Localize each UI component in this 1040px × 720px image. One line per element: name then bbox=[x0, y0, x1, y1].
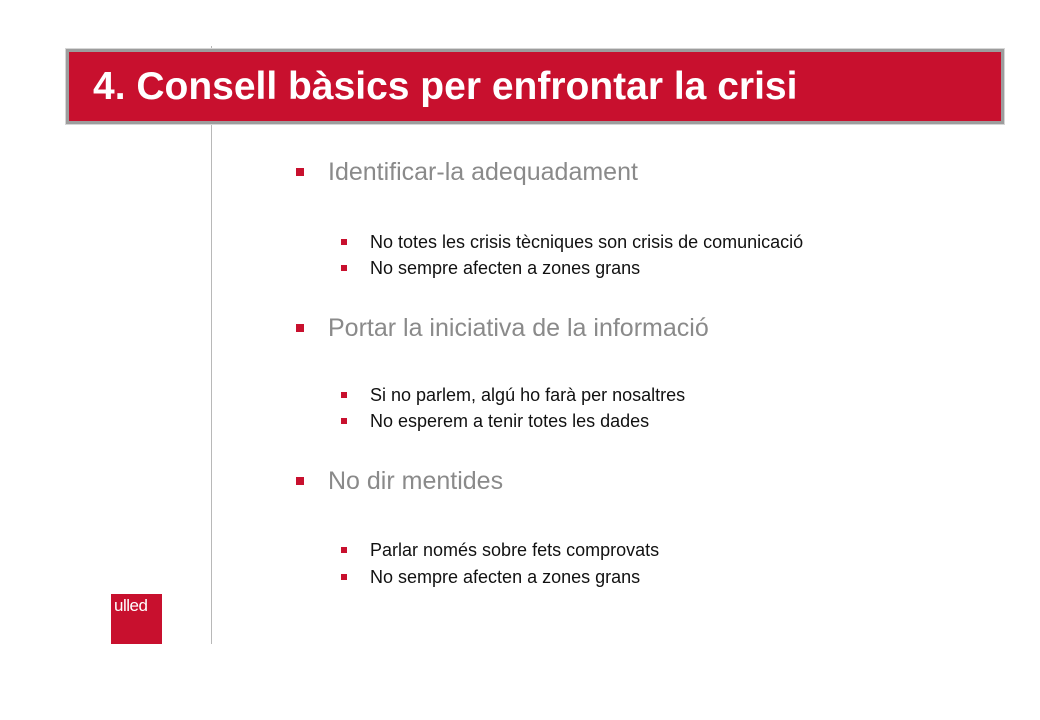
list-item-text: No sempre afecten a zones grans bbox=[370, 257, 641, 278]
bullet-square-icon bbox=[341, 265, 347, 271]
list-item-text: Si no parlem, algú ho farà per nosaltres bbox=[370, 384, 686, 405]
bullet-square-icon bbox=[296, 477, 304, 485]
list-item-text: No sempre afecten a zones grans bbox=[370, 566, 641, 587]
bullet-square-icon bbox=[341, 547, 347, 553]
slide-title: 4. Consell bàsics per enfrontar la crisi bbox=[93, 65, 798, 108]
section-heading-3 bbox=[296, 465, 503, 497]
section-heading-text: No dir mentides bbox=[328, 466, 504, 495]
section-heading-1 bbox=[296, 156, 638, 188]
logo-text: ulled bbox=[114, 596, 148, 615]
section-heading-2 bbox=[296, 312, 709, 344]
list-item bbox=[341, 539, 659, 561]
vertical-divider bbox=[211, 46, 212, 644]
bullet-square-icon bbox=[341, 574, 347, 580]
section-heading-text: Identificar-la adequadament bbox=[328, 157, 638, 186]
bullet-square-icon bbox=[341, 418, 347, 424]
list-item-text: No esperem a tenir totes les dades bbox=[370, 410, 650, 431]
section-heading-text: Portar la iniciativa de la informació bbox=[328, 313, 709, 342]
list-item bbox=[341, 566, 640, 588]
bullet-square-icon bbox=[296, 324, 304, 332]
list-item-text: No totes les crisis tècniques son crisis de comunicació bbox=[370, 231, 804, 252]
list-item bbox=[341, 257, 640, 279]
ulled-logo-icon bbox=[111, 594, 162, 644]
list-item-text: Parlar només sobre fets comprovats bbox=[370, 539, 660, 560]
list-item bbox=[341, 384, 685, 406]
title-bar bbox=[66, 49, 1004, 124]
bullet-square-icon bbox=[341, 239, 347, 245]
bullet-square-icon bbox=[296, 168, 304, 176]
list-item bbox=[341, 231, 803, 253]
bullet-square-icon bbox=[341, 392, 347, 398]
list-item bbox=[341, 410, 649, 432]
